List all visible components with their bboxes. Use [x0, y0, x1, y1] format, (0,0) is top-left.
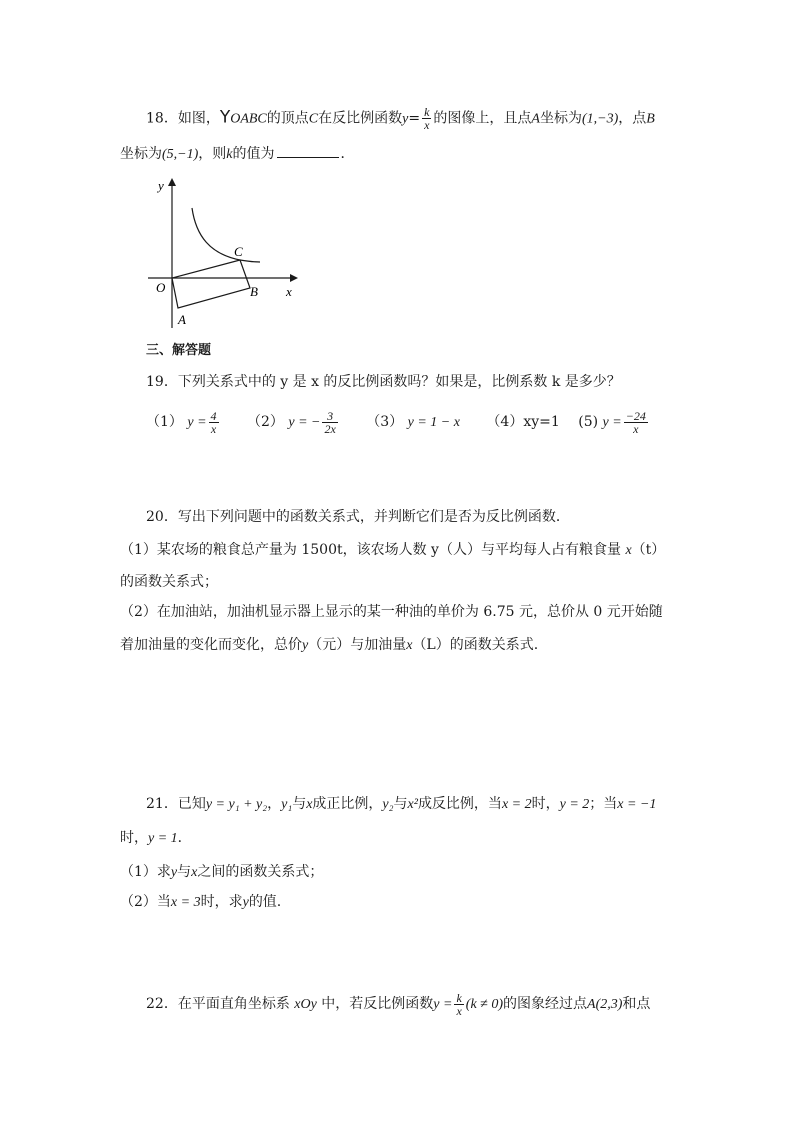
label-o: O [156, 280, 166, 295]
q19-item-1: （1） y = $\frac{4}{x}$ [146, 408, 217, 436]
q21-line1: 21．已知y = y₁ + y₂，y₁与x成正比例，y₂与x²成反比例，当x = 2时，y = 2；当x = −1 [146, 796, 657, 812]
parallelogram-oabc [172, 260, 250, 308]
q19-item-2: （2） y = − $\frac{3}{2x}$ [247, 408, 336, 436]
q18-line2: 坐标为(5,−1)，则k的值为 ． [120, 143, 355, 165]
q19-item-5: (5) y = $\frac{-24}{x}$ [578, 408, 646, 436]
parallelogram-symbol: Y [219, 107, 231, 128]
q19-item-4: （4）xy=1 [486, 414, 560, 430]
q21-part2: （2）当x = 3时，求y的值. [120, 894, 282, 910]
label-x: x [286, 284, 292, 299]
q20-part2-line1: （2）在加油站，加油机显示器上显示的某一种油的单价为 6.75 元，总价从 0 元开始随 [120, 604, 663, 620]
x-axis-arrow-icon [290, 274, 298, 282]
answer-blank[interactable] [277, 143, 339, 158]
hyperbola-curve [192, 208, 260, 262]
q20-part1-line2: 的函数关系式； [120, 574, 218, 590]
label-a: A [178, 312, 186, 327]
q18-figure [140, 172, 310, 332]
y-axis-arrow-icon [168, 178, 176, 186]
q21-part1: （1）求y与x之间的函数关系式； [120, 864, 324, 880]
fraction-k-over-x: $\frac{k}{x}$ [424, 105, 430, 132]
label-c: C [234, 244, 243, 259]
q22-line1: 22．在平面直角坐标系 xOy 中，若反比例函数y = $\frac{k}{x}$ (k ≠ 0)的图象经过点A(2,3)和点 [146, 990, 651, 1018]
label-b: B [250, 284, 258, 299]
q19-items [146, 408, 672, 437]
q19-stem: 19．下列关系式中的 y 是 x 的反比例函数吗？如果是，比例系数 k 是多少？ [146, 374, 621, 390]
q21-line2: 时，y = 1． [120, 830, 192, 846]
q19-item-3: （3） y = 1 − x [366, 414, 460, 430]
q20-stem: 20．写出下列问题中的函数关系式，并判断它们是否为反比例函数． [146, 509, 570, 525]
label-y: y [158, 178, 164, 193]
q20-part1-line1: （1）某农场的粮食总产量为 1500t，该农场人数 y（人）与平均每人占有粮食量 x（t） [120, 542, 666, 558]
q20-part2-line2: 着加油量的变化而变化，总价y（元）与加油量x（L）的函数关系式. [120, 637, 539, 653]
section-heading: 三、解答题 [146, 343, 212, 358]
q18-line1: 18．如图，YOABC的顶点C在反比例函数y= $\frac{k}{x}$ 的图像上，且点A坐标为(1,−3)，点B [146, 105, 655, 132]
